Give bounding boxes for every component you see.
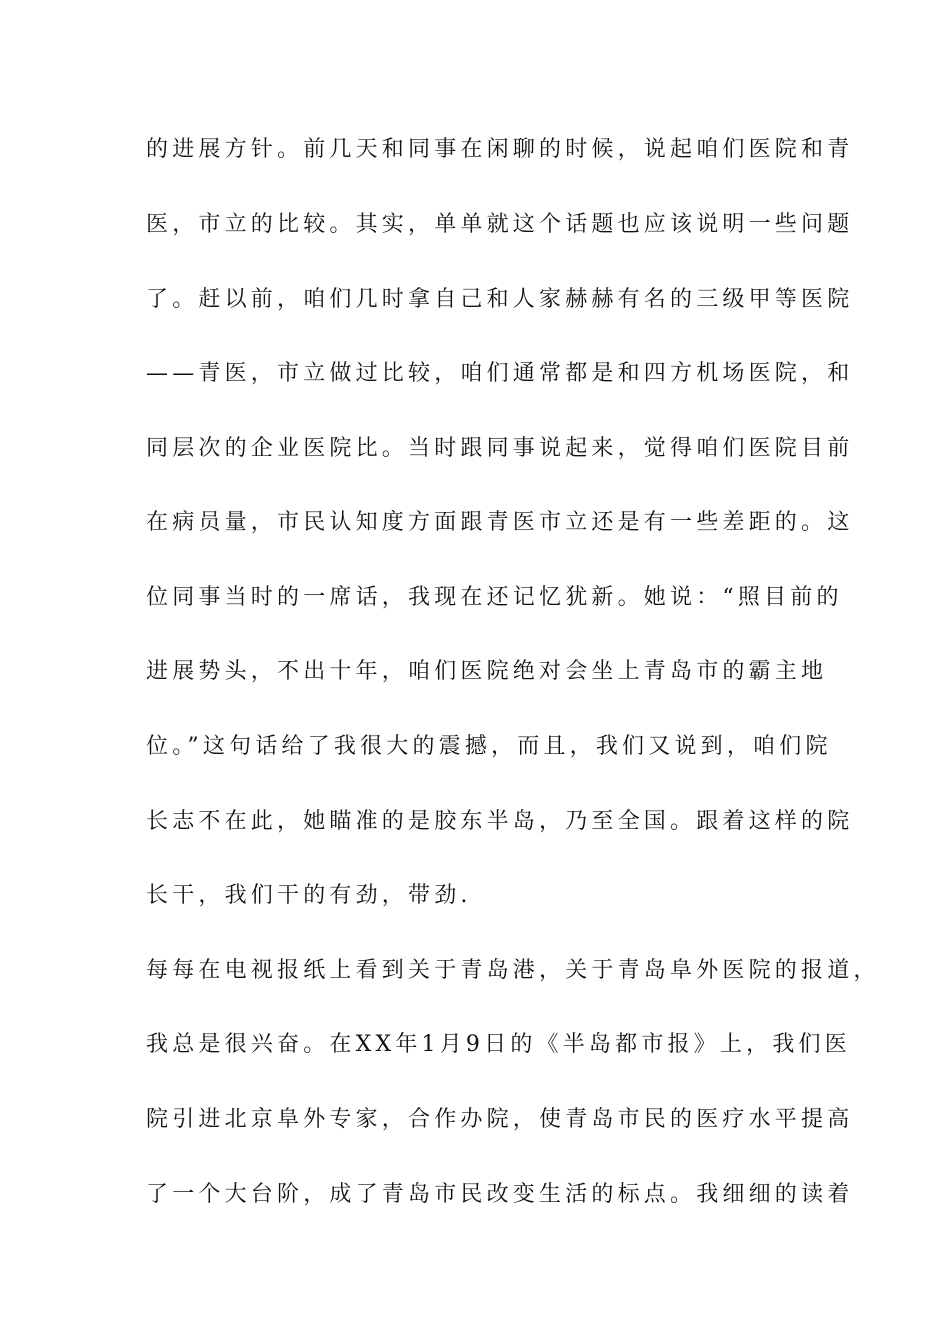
paragraph-line: 每每在电视报纸上看到关于青岛港，关于青岛阜外医院的报道， — [146, 958, 880, 983]
paragraph-line: 位。”这句话给了我很大的震撼，而且，我们又说到，咱们院 — [146, 734, 832, 759]
paragraph-line: 我总是很兴奋。在XX年1月9日的《半岛都市报》上，我们医 — [146, 1032, 851, 1057]
paragraph-line: 长干，我们干的有劲，带劲. — [146, 883, 472, 908]
paragraph-line: 长志不在此，她瞄准的是胶东半岛，乃至全国。跟着这样的院 — [146, 809, 854, 834]
paragraph-line: 位同事当时的一席话，我现在还记忆犹新。她说：“照目前的 — [146, 585, 843, 610]
paragraph-line: 医，市立的比较。其实，单单就这个话题也应该说明一些问题 — [146, 212, 854, 237]
paragraph-line: 进展势头，不出十年，咱们医院绝对会坐上青岛市的霸主地 — [146, 659, 828, 684]
paragraph-line: ——青医，市立做过比较，咱们通常都是和四方机场医院，和 — [146, 361, 854, 386]
paragraph-line: 在病员量，市民认知度方面跟青医市立还是有一些差距的。这 — [146, 510, 854, 535]
paragraph-line: 的进展方针。前几天和同事在闲聊的时候，说起咱们医院和青 — [146, 137, 854, 162]
paragraph-line: 了一个大台阶，成了青岛市民改变生活的标点。我细细的读着 — [146, 1182, 854, 1207]
paragraph-line: 同层次的企业医院比。当时跟同事说起来，觉得咱们医院目前 — [146, 436, 854, 461]
paragraph-line: 院引进北京阜外专家，合作办院，使青岛市民的医疗水平提高 — [146, 1107, 854, 1132]
paragraph-line: 了。赶以前，咱们几时拿自己和人家赫赫有名的三级甲等医院 — [146, 287, 854, 312]
